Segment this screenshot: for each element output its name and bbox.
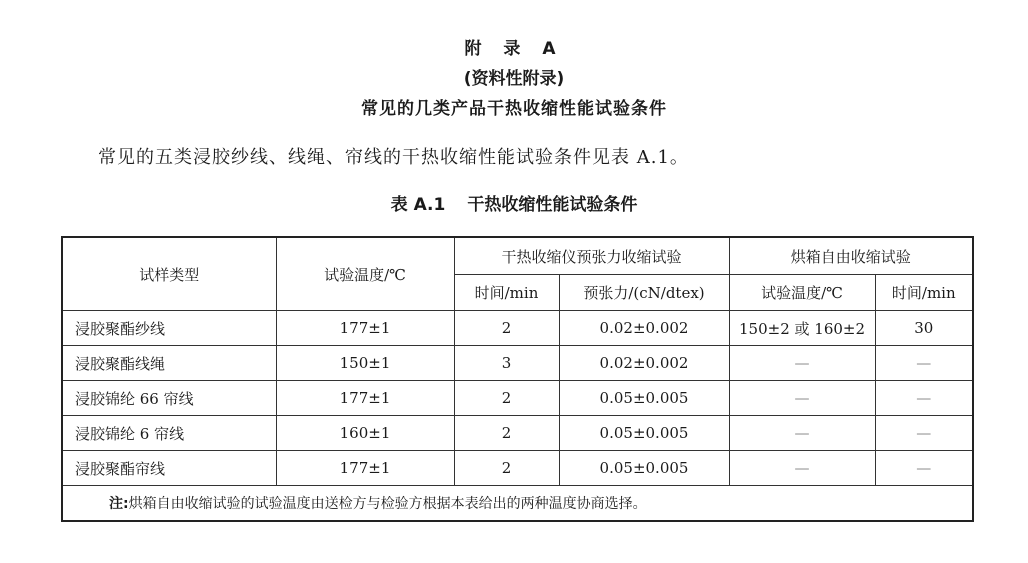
cell-time: 2 — [454, 381, 559, 416]
cell-oven-temp: — — [729, 451, 875, 486]
cell-sample-type: 浸胶锦纶 66 帘线 — [62, 381, 276, 416]
header-test-temp: 试验温度/℃ — [276, 237, 454, 311]
table-header-row — [62, 237, 973, 275]
cell-sample-type: 浸胶聚酯线绳 — [62, 346, 276, 381]
header-pretension: 预张力/(cN/dtex) — [559, 275, 729, 311]
cell-pretension: 0.05±0.005 — [559, 416, 729, 451]
header-oven-temp: 试验温度/℃ — [729, 275, 875, 311]
cell-oven-temp: — — [729, 416, 875, 451]
cell-oven-temp: — — [729, 381, 875, 416]
cell-sample-type: 浸胶锦纶 6 帘线 — [62, 416, 276, 451]
test-conditions-table — [61, 236, 974, 522]
table-row — [62, 381, 973, 416]
cell-oven-time: — — [875, 346, 973, 381]
cell-oven-time: — — [875, 381, 973, 416]
table-row — [62, 346, 973, 381]
header-group-pretension: 干热收缩仪预张力收缩试验 — [454, 237, 729, 275]
header-group-oven: 烘箱自由收缩试验 — [729, 237, 973, 275]
note-text: 烘箱自由收缩试验的试验温度由送检方与检验方根据本表给出的两种温度协商选择。 — [128, 496, 647, 512]
cell-time: 3 — [454, 346, 559, 381]
cell-oven-time: 30 — [875, 311, 973, 346]
cell-oven-temp: 150±2 或 160±2 — [729, 311, 875, 346]
table-row — [62, 311, 973, 346]
appendix-title: 附 录 A — [464, 39, 564, 59]
table-caption — [0, 190, 1028, 215]
table-row — [62, 451, 973, 486]
header-time: 时间/min — [454, 275, 559, 311]
table-row — [62, 416, 973, 451]
cell-test-temp: 150±1 — [276, 346, 454, 381]
appendix-subject: 常见的几类产品干热收缩性能试验条件 — [361, 99, 667, 119]
cell-time: 2 — [454, 416, 559, 451]
cell-pretension: 0.05±0.005 — [559, 381, 729, 416]
note-label: 注: — [109, 496, 129, 512]
table-caption-title: 干热收缩性能试验条件 — [467, 195, 638, 215]
cell-pretension: 0.02±0.002 — [559, 311, 729, 346]
cell-oven-temp: — — [729, 346, 875, 381]
cell-time: 2 — [454, 311, 559, 346]
cell-oven-time: — — [875, 451, 973, 486]
table-note — [62, 486, 973, 522]
cell-oven-time: — — [875, 416, 973, 451]
cell-test-temp: 177±1 — [276, 311, 454, 346]
cell-time: 2 — [454, 451, 559, 486]
table-note-row — [62, 486, 973, 522]
cell-pretension: 0.05±0.005 — [559, 451, 729, 486]
appendix-type: (资料性附录) — [463, 69, 565, 89]
cell-sample-type: 浸胶聚酯纱线 — [62, 311, 276, 346]
cell-test-temp: 177±1 — [276, 381, 454, 416]
cell-pretension: 0.02±0.002 — [559, 346, 729, 381]
intro-paragraph: 常见的五类浸胶纱线、线绳、帘线的干热收缩性能试验条件见表 A.1。 — [98, 147, 689, 168]
table-caption-number: 表 A.1 — [390, 195, 446, 215]
cell-sample-type: 浸胶聚酯帘线 — [62, 451, 276, 486]
header-oven-time: 时间/min — [875, 275, 973, 311]
cell-test-temp: 160±1 — [276, 416, 454, 451]
cell-test-temp: 177±1 — [276, 451, 454, 486]
header-sample-type: 试样类型 — [62, 237, 276, 311]
